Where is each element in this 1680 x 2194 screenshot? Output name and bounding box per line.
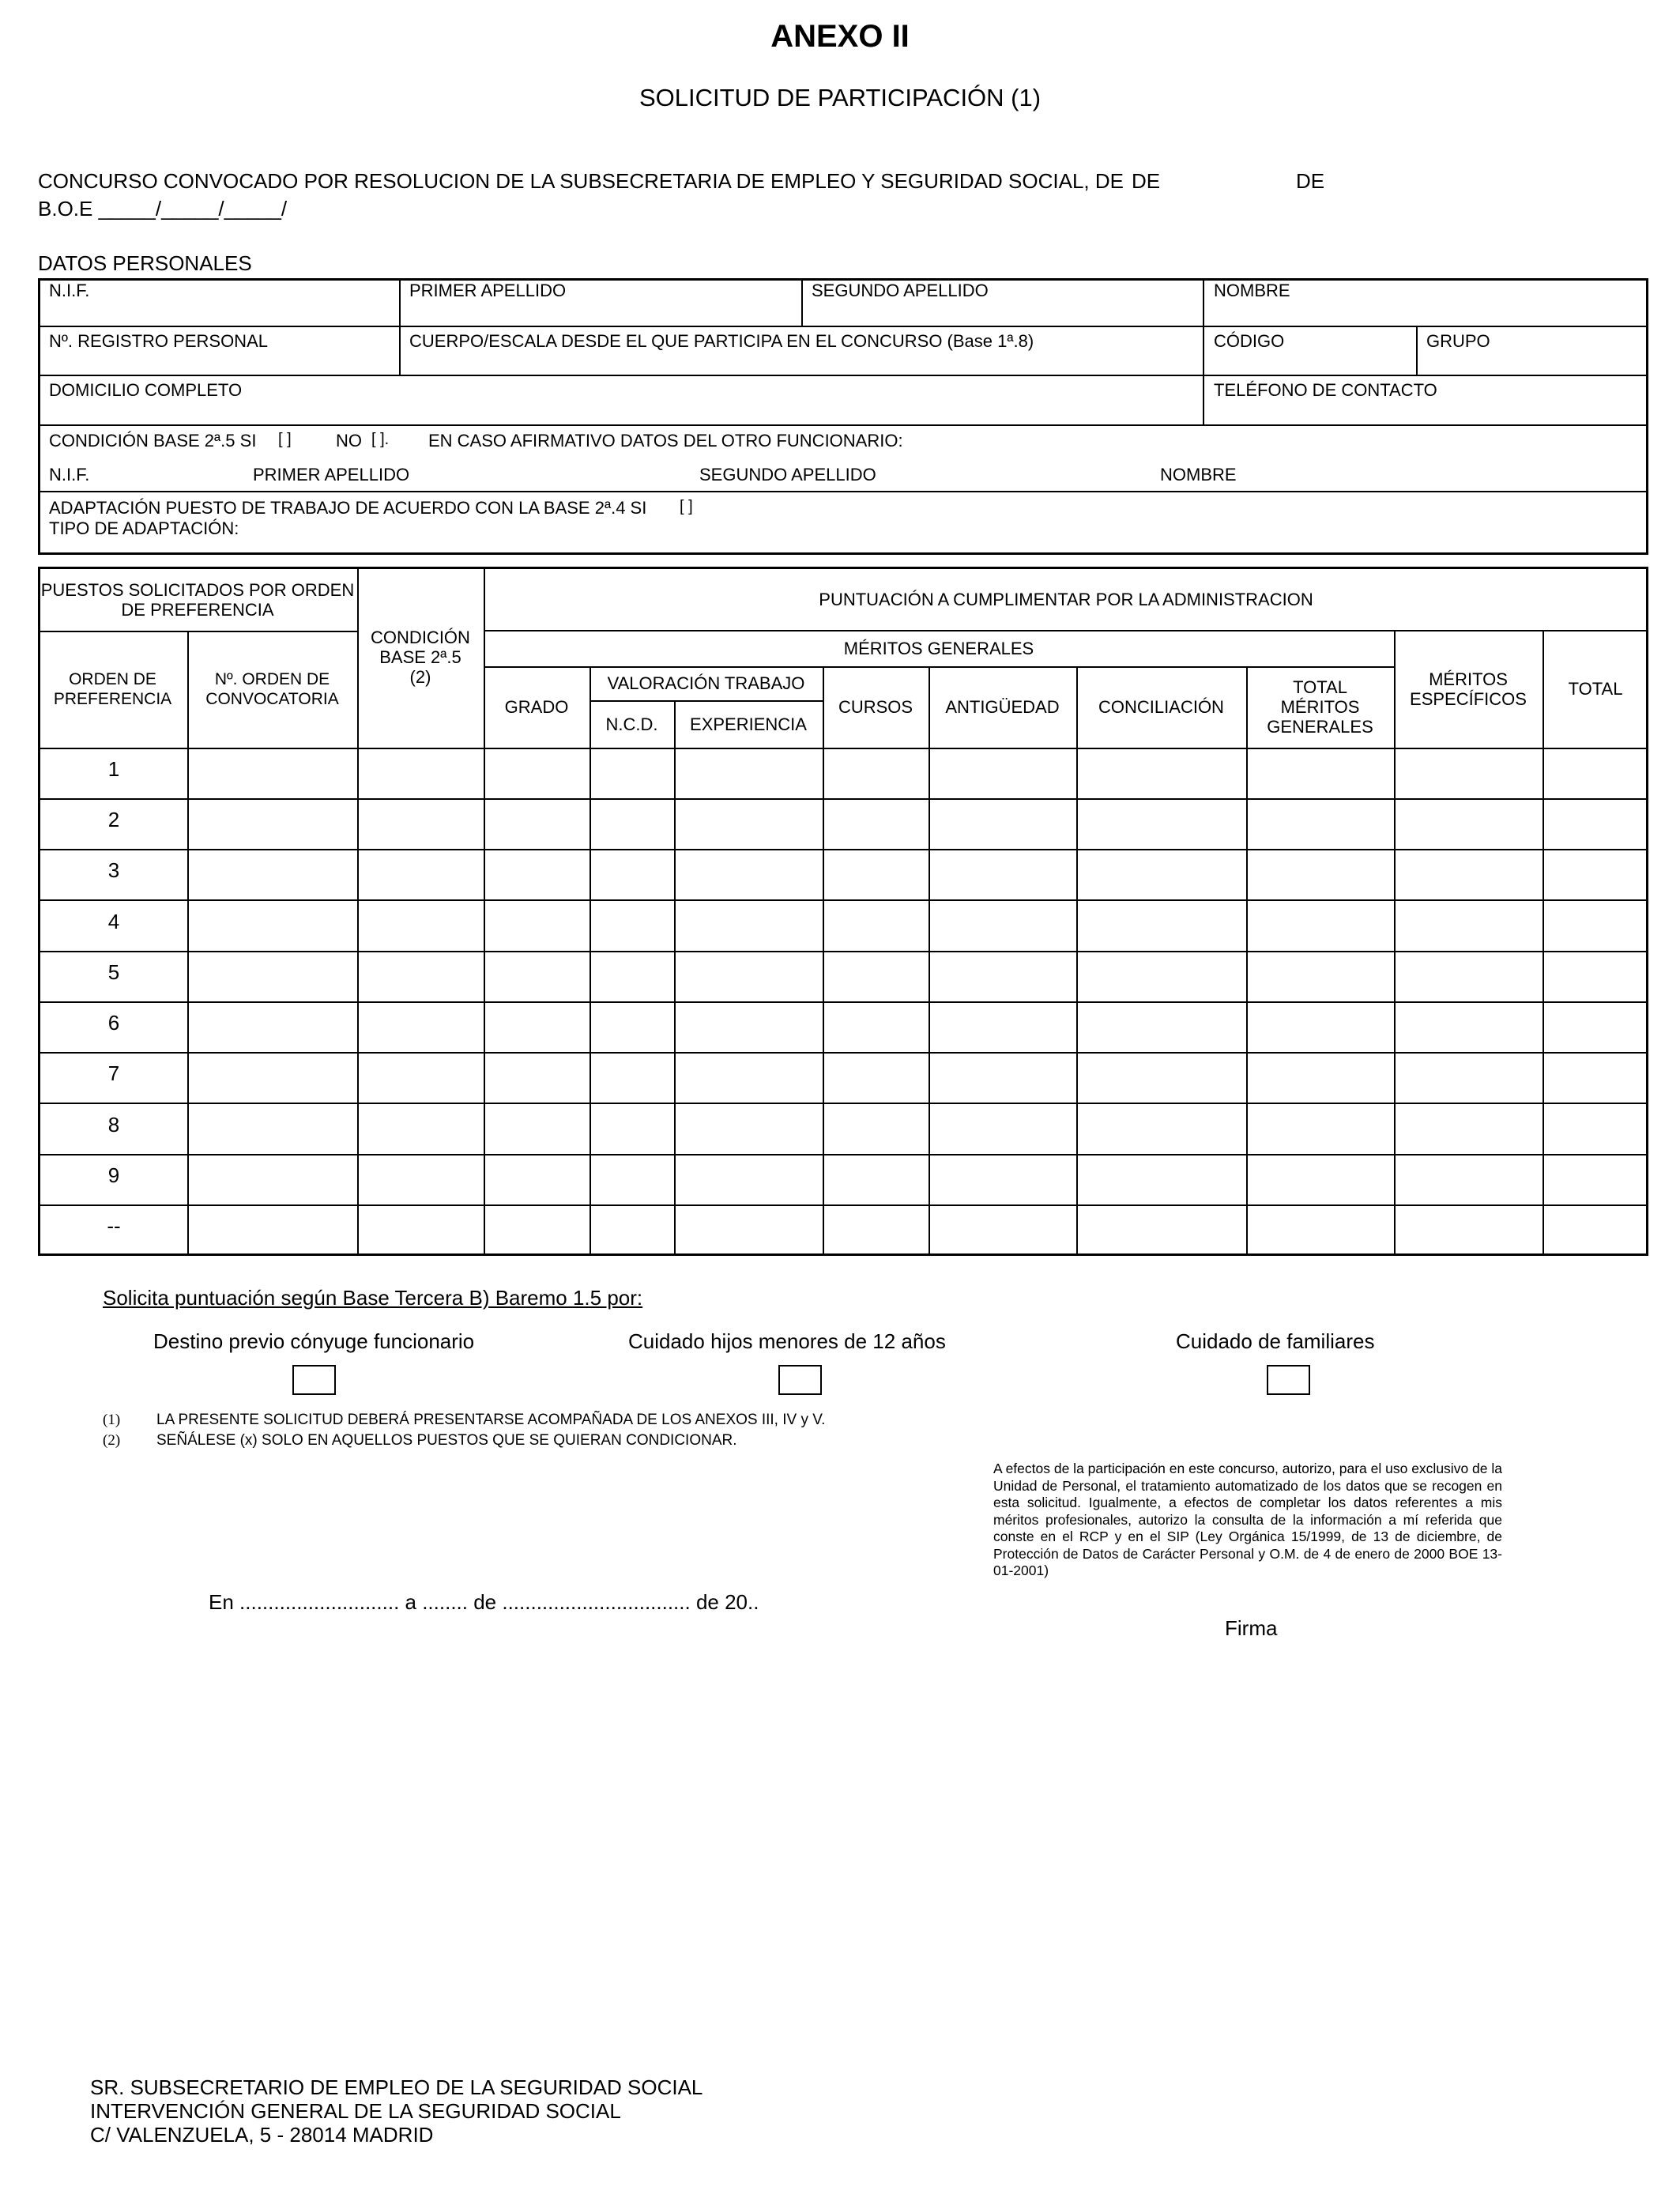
- address-line-2: INTERVENCIÓN GENERAL DE LA SEGURIDAD SOCIAL: [90, 2099, 621, 2123]
- puntuacion-header: PUNTUACIÓN A CUMPLIMENTAR POR LA ADMINISTRACION: [819, 590, 1313, 609]
- row-number: 3: [107, 858, 120, 882]
- baremo-option-conyuge: Destino previo cónyuge funcionario: [153, 1329, 475, 1353]
- address-line-3: C/ VALENZUELA, 5 - 28014 MADRID: [90, 2123, 434, 2147]
- segundo-apellido-field[interactable]: SEGUNDO APELLIDO: [812, 281, 989, 300]
- baremo-title: Solicita puntuación según Base Tercera B) Baremo 1.5 por:: [103, 1286, 643, 1310]
- row-number: --: [107, 1214, 121, 1238]
- condicion-si-label: CONDICIÓN BASE 2ª.5 SI: [49, 431, 257, 450]
- experiencia-header: EXPERIENCIA: [690, 714, 807, 734]
- condicion-header: CONDICIÓN BASE 2ª.5 (2): [371, 628, 470, 687]
- valoracion-trabajo-header: VALORACIÓN TRABAJO: [607, 673, 805, 693]
- registro-personal-field[interactable]: Nº. REGISTRO PERSONAL: [49, 331, 268, 351]
- meritos-especificos-header: MÉRITOS ESPECÍFICOS: [1410, 669, 1527, 709]
- baremo-option-familiares: Cuidado de familiares: [1176, 1329, 1375, 1353]
- row-number: 8: [107, 1113, 120, 1137]
- convocatoria-de-1: DE: [1132, 169, 1161, 193]
- page-subtitle: SOLICITUD DE PARTICIPACIÓN (1): [638, 84, 1042, 111]
- convocatoria-de-2: DE: [1296, 169, 1325, 193]
- primer-apellido-field[interactable]: PRIMER APELLIDO: [409, 281, 567, 300]
- row-number: 2: [107, 808, 120, 831]
- condicion-si-checkbox[interactable]: [ ]: [278, 431, 292, 448]
- conciliacion-header: CONCILIACIÓN: [1098, 697, 1224, 717]
- condicion-detail-label: EN CASO AFIRMATIVO DATOS DEL OTRO FUNCIONARIO:: [428, 431, 903, 450]
- hijos-checkbox[interactable]: [778, 1365, 822, 1395]
- adaptacion-label: ADAPTACIÓN PUESTO DE TRABAJO DE ACUERDO CON LA BASE 2ª.4 SI: [49, 498, 647, 518]
- domicilio-field[interactable]: DOMICILIO COMPLETO: [49, 380, 243, 400]
- boe-line: B.O.E _____/_____/_____/: [38, 197, 288, 221]
- note-2-text: SEÑÁLESE (x) SOLO EN AQUELLOS PUESTOS QUE SE QUIERAN CONDICIONAR.: [156, 1432, 737, 1449]
- orden-preferencia-header: ORDEN DE PREFERENCIA: [53, 670, 172, 708]
- section-title-datos-personales: DATOS PERSONALES: [38, 251, 252, 275]
- ncd-header: N.C.D.: [605, 714, 658, 734]
- row-number: 5: [107, 960, 120, 984]
- cursos-header: CURSOS: [838, 697, 913, 717]
- row-number: 1: [107, 757, 120, 781]
- nif-field[interactable]: N.I.F.: [49, 281, 90, 300]
- antiguedad-header: ANTIGÜEDAD: [945, 697, 1060, 717]
- page-title: ANEXO II: [770, 19, 910, 54]
- firma-label: Firma: [1225, 1616, 1278, 1640]
- meritos-generales-header: MÉRITOS GENERALES: [843, 638, 1034, 658]
- adaptacion-checkbox[interactable]: [ ]: [680, 498, 693, 515]
- condicion-no-checkbox[interactable]: [ ].: [371, 431, 390, 448]
- total-meritos-generales-header: TOTAL MÉRITOS GENERALES: [1267, 677, 1373, 737]
- place-date-line[interactable]: En ............................ a ........ de ................................. de 20..: [209, 1590, 759, 1614]
- total-header: TOTAL: [1568, 679, 1623, 699]
- row-number: 9: [107, 1163, 120, 1187]
- privacy-clause: A efectos de la participación en este concurso, autorizo, para el uso exclusivo de la Unidad de Personal, el tratamiento automatizado de los datos que se recogen en esta solicitud. Igualmente, a efectos de completar los datos referentes a mis méritos profesionales, autorizo la consulta de la información a mí referida que conste en el RCP y en el SIP (Ley Orgánica 15/1999, de 13 de diciembre, de Protección de Datos de Carácter Personal y O.M. de 4 de enero de 2000 BOE 13-01-2001): [993, 1461, 1502, 1578]
- note-1-number: (1): [103, 1412, 121, 1428]
- nombre-field[interactable]: NOMBRE: [1214, 281, 1290, 300]
- otro-nombre-field[interactable]: NOMBRE: [1160, 465, 1237, 484]
- otro-nif-field[interactable]: N.I.F.: [49, 465, 90, 484]
- orden-convocatoria-header: Nº. ORDEN DE CONVOCATORIA: [205, 670, 339, 708]
- conyuge-checkbox[interactable]: [292, 1365, 336, 1395]
- puestos-solicitados-header: PUESTOS SOLICITADOS POR ORDEN DE PREFERENCIA: [40, 580, 355, 620]
- cuerpo-escala-field[interactable]: CUERPO/ESCALA DESDE EL QUE PARTICIPA EN EL CONCURSO (Base 1ª.8): [409, 331, 1034, 351]
- otro-segundo-apellido-field[interactable]: SEGUNDO APELLIDO: [699, 465, 876, 484]
- codigo-field[interactable]: CÓDIGO: [1214, 331, 1285, 351]
- note-2-number: (2): [103, 1432, 121, 1449]
- condicion-no-label: NO: [336, 431, 362, 450]
- row-number: 6: [107, 1011, 120, 1035]
- telefono-field[interactable]: TELÉFONO DE CONTACTO: [1214, 380, 1437, 400]
- familiares-checkbox[interactable]: [1267, 1365, 1310, 1395]
- tipo-adaptacion-field[interactable]: TIPO DE ADAPTACIÓN:: [49, 518, 239, 538]
- otro-primer-apellido-field[interactable]: PRIMER APELLIDO: [253, 465, 410, 484]
- row-number: 4: [107, 910, 120, 933]
- grupo-field[interactable]: GRUPO: [1426, 331, 1490, 351]
- grado-header: GRADO: [504, 697, 569, 717]
- note-1-text: LA PRESENTE SOLICITUD DEBERÁ PRESENTARSE ACOMPAÑADA DE LOS ANEXOS III, IV y V.: [156, 1412, 826, 1428]
- baremo-option-hijos: Cuidado hijos menores de 12 años: [628, 1329, 946, 1353]
- convocatoria-text: CONCURSO CONVOCADO POR RESOLUCION DE LA SUBSECRETARIA DE EMPLEO Y SEGURIDAD SOCIAL, DE: [38, 169, 1124, 193]
- row-number: 7: [107, 1061, 120, 1085]
- address-line-1: SR. SUBSECRETARIO DE EMPLEO DE LA SEGURIDAD SOCIAL: [90, 2075, 703, 2099]
